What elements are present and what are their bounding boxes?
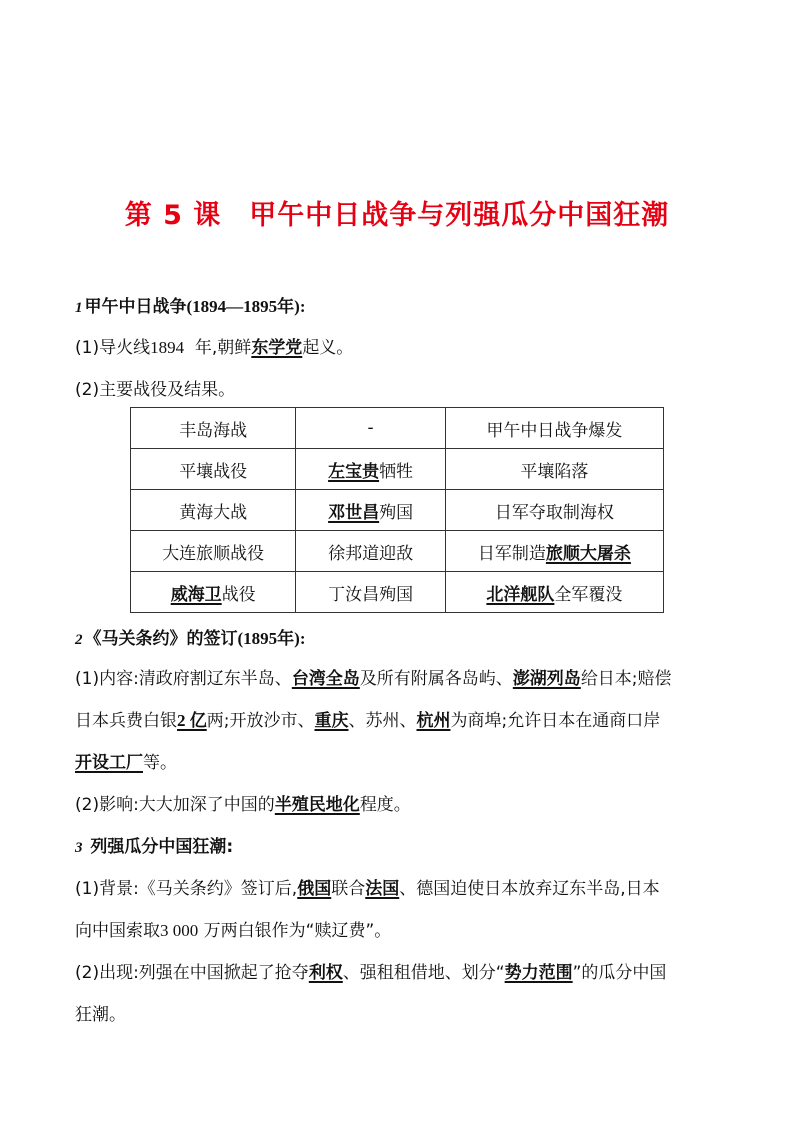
table-row bbox=[131, 449, 664, 490]
page-title: 第 5 课 甲午中日战争与列强瓜分中国狂潮 bbox=[124, 200, 670, 231]
text: 万两白银作为“赎辽费”。 bbox=[203, 921, 392, 941]
answer-text: 旅顺大屠杀 bbox=[545, 543, 631, 564]
answer-text: 俄国 bbox=[297, 879, 332, 899]
text: (2)影响:大大加深了中国的 bbox=[75, 795, 275, 815]
section-years: (1894—1895 bbox=[186, 297, 278, 316]
text: 殉国 bbox=[379, 502, 414, 523]
section-2-heading bbox=[75, 628, 725, 651]
section-1-heading bbox=[75, 296, 725, 319]
table-cell bbox=[296, 449, 445, 490]
text: 狂潮。 bbox=[75, 1005, 126, 1025]
text: 为商埠;允许日本在通商口岸 bbox=[450, 711, 661, 731]
section-years-close: ): bbox=[294, 629, 306, 648]
section-2-line-1 bbox=[75, 668, 725, 690]
table-row bbox=[131, 490, 664, 531]
battles-table bbox=[130, 407, 664, 613]
section-number: 1 bbox=[75, 300, 83, 316]
answer-text: 台湾全岛 bbox=[291, 669, 360, 689]
section-title: 《马关条约》的签订 bbox=[84, 629, 238, 649]
answer-text: 法国 bbox=[365, 879, 400, 899]
section-title: 甲午中日战争 bbox=[84, 297, 187, 317]
section-years: (1895 bbox=[237, 629, 278, 648]
text: 起义。 bbox=[302, 338, 354, 358]
text: (1)导火线 bbox=[75, 338, 151, 358]
answer-text: 杭州 bbox=[416, 711, 451, 731]
year: 1894 bbox=[150, 338, 185, 357]
answer-text: 澎湖列岛 bbox=[512, 669, 581, 689]
answer-text: 半殖民地化 bbox=[274, 795, 360, 815]
answer-text: 北洋舰队 bbox=[486, 584, 555, 605]
section-3-line-1 bbox=[75, 878, 725, 900]
text: 、强租租借地、划分“ bbox=[342, 963, 505, 983]
table-cell bbox=[296, 490, 445, 531]
answer-text: 东学党 bbox=[251, 338, 303, 358]
text: (1)内容:清政府割辽东半岛、 bbox=[75, 669, 292, 689]
section-1-item-2 bbox=[75, 379, 725, 401]
section-years-suffix: 年 bbox=[277, 297, 295, 317]
table-cell: 平壤陷落 bbox=[445, 449, 663, 490]
text: 日本兵费白银 bbox=[75, 711, 177, 731]
answer-text: 势力范围 bbox=[504, 963, 573, 983]
section-number: 2 bbox=[75, 632, 83, 648]
section-3-heading bbox=[75, 836, 725, 859]
text: 牺牲 bbox=[379, 461, 414, 482]
section-title: 列强瓜分中国狂潮: bbox=[90, 837, 234, 857]
section-2-line-2 bbox=[75, 710, 725, 732]
answer-text: 重庆 bbox=[314, 711, 349, 731]
text: (2)主要战役及结果。 bbox=[75, 380, 236, 400]
table-cell: 甲午中日战争爆发 bbox=[445, 408, 663, 449]
answer-text: 利权 bbox=[308, 963, 343, 983]
table-cell: 丰岛海战 bbox=[131, 408, 296, 449]
table-row bbox=[131, 408, 664, 449]
table-row bbox=[131, 531, 664, 572]
section-years-close: ): bbox=[294, 297, 306, 316]
answer-text: 2 亿 bbox=[177, 711, 207, 730]
text: 战役 bbox=[221, 584, 256, 605]
text: 两;开放沙市、 bbox=[206, 711, 315, 731]
section-2-line-4 bbox=[75, 794, 725, 816]
table-cell: 徐邦道迎敌 bbox=[296, 531, 445, 572]
table-row bbox=[131, 572, 664, 613]
text: 、苏州、 bbox=[348, 711, 417, 731]
table-cell: 黄海大战 bbox=[131, 490, 296, 531]
table-cell bbox=[445, 531, 663, 572]
table-cell: 丁汝昌殉国 bbox=[296, 572, 445, 613]
text: (1)背景:《马关条约》签订后, bbox=[75, 879, 298, 899]
answer-text: 左宝贵 bbox=[328, 461, 380, 482]
table-cell bbox=[131, 572, 296, 613]
section-2-line-3 bbox=[75, 752, 725, 774]
section-number: 3 bbox=[75, 840, 83, 856]
text: 联合 bbox=[331, 879, 366, 899]
table-cell: 平壤战役 bbox=[131, 449, 296, 490]
table-cell: - bbox=[296, 408, 445, 449]
section-3-line-2 bbox=[75, 920, 725, 942]
text: 、德国迫使日本放弃辽东半岛,日本 bbox=[399, 879, 660, 899]
amount: 3 000 bbox=[160, 921, 199, 940]
text: 给日本;赔偿 bbox=[580, 669, 672, 689]
text: (2)出现:列强在中国掀起了抢夺 bbox=[75, 963, 309, 983]
text: 向中国索取 bbox=[75, 921, 160, 941]
text: 及所有附属各岛屿、 bbox=[359, 669, 513, 689]
table-cell: 日军夺取制海权 bbox=[445, 490, 663, 531]
text: ”的瓜分中国 bbox=[572, 963, 667, 983]
answer-text: 邓世昌 bbox=[328, 502, 380, 523]
answer-text: 威海卫 bbox=[170, 584, 222, 605]
section-years-suffix: 年 bbox=[277, 629, 295, 649]
section-3-line-4 bbox=[75, 1004, 725, 1026]
text: 等。 bbox=[143, 753, 177, 773]
text: 日军制造 bbox=[477, 543, 546, 564]
answer-text: 开设工厂 bbox=[75, 753, 143, 773]
text: 全军覆没 bbox=[554, 584, 623, 605]
text: 程度。 bbox=[359, 795, 411, 815]
table-cell: 大连旅顺战役 bbox=[131, 531, 296, 572]
table-cell bbox=[445, 572, 663, 613]
section-3-line-3 bbox=[75, 962, 725, 984]
section-1-item-1 bbox=[75, 337, 725, 359]
text: 年,朝鲜 bbox=[194, 338, 252, 358]
